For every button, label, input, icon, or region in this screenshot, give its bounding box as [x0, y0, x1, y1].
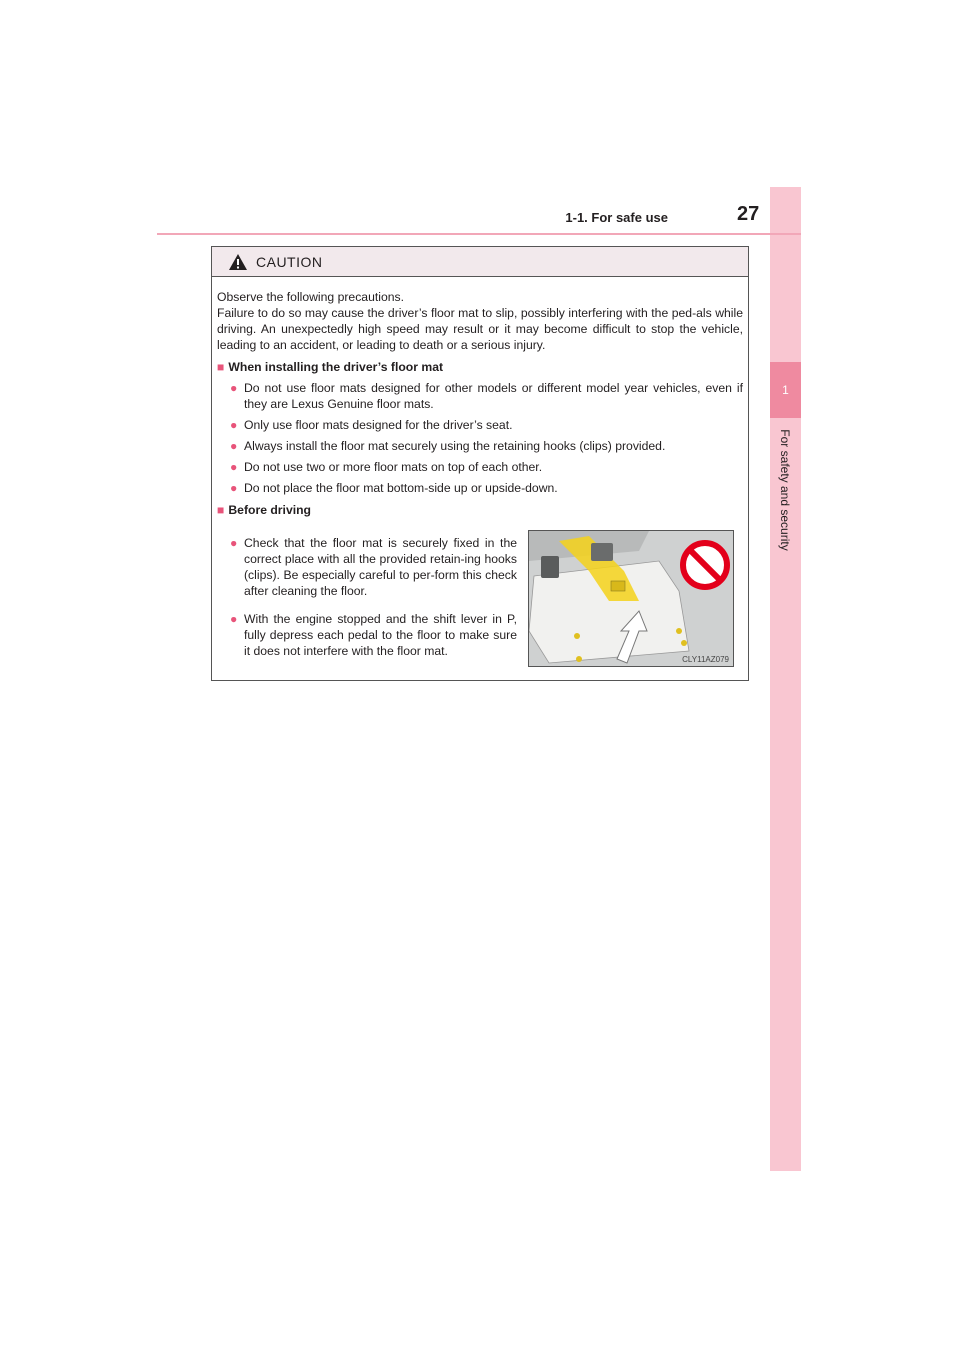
circle-bullet-icon: ●	[230, 381, 238, 395]
circle-bullet-icon: ●	[230, 481, 238, 495]
list-item	[217, 480, 743, 496]
list-item	[217, 535, 517, 599]
intro-line-2: Failure to do so may cause the driver’s floor mat to slip, possibly interfering with the ped-als while driving. An unexpectedly high speed may result or it may become difficult to stop the vehicle, leading to an accident, or leading to death or a serious injury.	[217, 306, 743, 352]
section-heading-before-driving	[217, 502, 743, 518]
page-number: 27	[737, 203, 760, 225]
list-item-text: Do not use floor mats designed for other models or different model year vehicles, even if they are Lexus Genuine floor mats.	[244, 381, 743, 411]
illustration-code: CLY11AZ079	[682, 655, 729, 664]
side-tab-label: For safety and security	[778, 429, 792, 551]
circle-bullet-icon: ●	[230, 418, 238, 432]
before-driving-list	[217, 530, 517, 671]
caution-header	[212, 247, 748, 277]
list-item-text: Always install the floor mat securely using the retaining hooks (clips) provided.	[244, 439, 666, 453]
list-item-text: Only use floor mats designed for the driver’s seat.	[244, 418, 513, 432]
list-item	[217, 417, 743, 433]
circle-bullet-icon: ●	[230, 460, 238, 474]
section-title: 1-1. For safe use	[565, 210, 668, 225]
circle-bullet-icon: ●	[230, 612, 238, 627]
list-item	[217, 611, 517, 659]
list-item	[217, 380, 743, 412]
list-item-text: Check that the floor mat is securely fixed in the correct place with all the provided retain-ing hooks (clips). Be especially careful to per-form this check after cleaning the floor.	[244, 536, 517, 598]
circle-bullet-icon: ●	[230, 439, 238, 453]
floor-mat-illustration	[528, 530, 734, 667]
intro-line-1: Observe the following precautions.	[217, 290, 404, 304]
caution-box	[211, 246, 749, 681]
header-divider	[157, 233, 801, 235]
list-item	[217, 459, 743, 475]
square-bullet-icon: ■	[217, 503, 225, 517]
caution-body	[217, 289, 743, 518]
floor-mat-drawing	[529, 531, 733, 666]
warning-triangle-icon	[228, 253, 248, 271]
side-tab-number: 1	[770, 362, 801, 418]
section-heading-text: Before driving	[228, 503, 311, 517]
prohibition-icon	[683, 543, 727, 587]
caution-title: CAUTION	[256, 253, 323, 270]
list-item	[217, 438, 743, 454]
section-heading-text: When installing the driver’s floor mat	[228, 360, 444, 374]
side-tab	[770, 187, 801, 1171]
list-item-text: Do not place the floor mat bottom-side up or upside-down.	[244, 481, 558, 495]
section-heading-installing	[217, 359, 743, 375]
square-bullet-icon: ■	[217, 360, 225, 374]
circle-bullet-icon: ●	[230, 536, 238, 550]
list-item-text: With the engine stopped and the shift lever in P, fully depress each pedal to the floor to make sure it does not interfere with the floor mat.	[244, 612, 517, 659]
list-item-text: Do not use two or more floor mats on top of each other.	[244, 460, 543, 474]
